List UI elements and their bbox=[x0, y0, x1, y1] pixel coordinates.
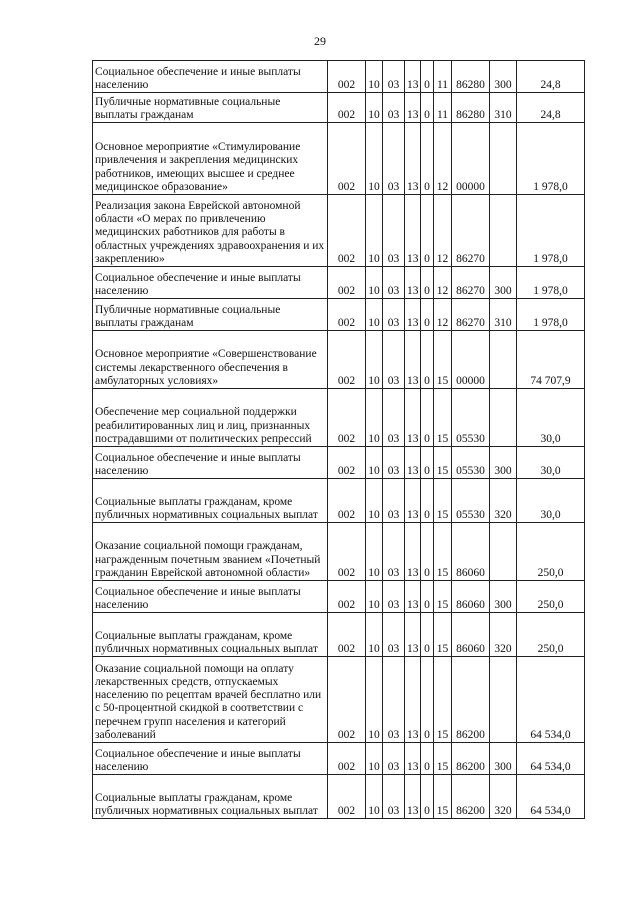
subprogram-code-cell: 0 bbox=[421, 331, 434, 389]
subprogram-code-cell: 0 bbox=[421, 523, 434, 581]
program-code-cell: 13 bbox=[405, 581, 421, 613]
subsection-code-cell: 03 bbox=[383, 775, 405, 819]
direction-code-cell: 86280 bbox=[452, 61, 490, 93]
direction-code-cell: 86200 bbox=[452, 775, 490, 819]
event-code-cell: 12 bbox=[434, 195, 452, 267]
table-row bbox=[93, 743, 585, 775]
subsection-code-cell: 03 bbox=[383, 123, 405, 195]
section-code-cell: 10 bbox=[366, 479, 383, 523]
amount-cell: 1 978,0 bbox=[517, 195, 585, 267]
subsection-code-cell: 03 bbox=[383, 195, 405, 267]
direction-code-cell: 86270 bbox=[452, 299, 490, 331]
ministry-code-cell: 002 bbox=[328, 657, 366, 743]
program-code-cell: 13 bbox=[405, 447, 421, 479]
event-code-cell: 15 bbox=[434, 331, 452, 389]
table-row bbox=[93, 581, 585, 613]
subprogram-code-cell: 0 bbox=[421, 61, 434, 93]
description-cell: Социальное обеспечение и иные выплаты населению bbox=[93, 61, 328, 93]
amount-cell: 250,0 bbox=[517, 523, 585, 581]
subprogram-code-cell: 0 bbox=[421, 389, 434, 447]
direction-code-cell: 00000 bbox=[452, 331, 490, 389]
expense-type-cell: 300 bbox=[490, 61, 517, 93]
table-row bbox=[93, 479, 585, 523]
direction-code-cell: 86200 bbox=[452, 657, 490, 743]
ministry-code-cell: 002 bbox=[328, 123, 366, 195]
subprogram-code-cell: 0 bbox=[421, 613, 434, 657]
page-number: 29 bbox=[314, 34, 326, 48]
amount-cell: 250,0 bbox=[517, 613, 585, 657]
subsection-code-cell: 03 bbox=[383, 267, 405, 299]
expense-type-cell: 300 bbox=[490, 447, 517, 479]
event-code-cell: 15 bbox=[434, 613, 452, 657]
direction-code-cell: 86270 bbox=[452, 267, 490, 299]
event-code-cell: 15 bbox=[434, 447, 452, 479]
table-row bbox=[93, 299, 585, 331]
direction-code-cell: 86060 bbox=[452, 613, 490, 657]
table-row bbox=[93, 61, 585, 93]
direction-code-cell: 05530 bbox=[452, 389, 490, 447]
program-code-cell: 13 bbox=[405, 299, 421, 331]
direction-code-cell: 86060 bbox=[452, 581, 490, 613]
subprogram-code-cell: 0 bbox=[421, 743, 434, 775]
expense-type-cell bbox=[490, 331, 517, 389]
table-row bbox=[93, 613, 585, 657]
program-code-cell: 13 bbox=[405, 331, 421, 389]
subsection-code-cell: 03 bbox=[383, 299, 405, 331]
table-row bbox=[93, 93, 585, 123]
expense-type-cell: 320 bbox=[490, 479, 517, 523]
subsection-code-cell: 03 bbox=[383, 743, 405, 775]
table-row bbox=[93, 195, 585, 267]
amount-cell: 1 978,0 bbox=[517, 299, 585, 331]
description-cell: Социальные выплаты гражданам, кроме публичных нормативных социальных выплат bbox=[93, 613, 328, 657]
ministry-code-cell: 002 bbox=[328, 447, 366, 479]
expense-type-cell: 300 bbox=[490, 581, 517, 613]
budget-table bbox=[92, 60, 585, 819]
description-cell: Реализация закона Еврейской автономной области «О мерах по привлечению медицинских работников для работы в областных учреждениях здравоохранения и их закреплению» bbox=[93, 195, 328, 267]
ministry-code-cell: 002 bbox=[328, 389, 366, 447]
section-code-cell: 10 bbox=[366, 613, 383, 657]
section-code-cell: 10 bbox=[366, 123, 383, 195]
subprogram-code-cell: 0 bbox=[421, 299, 434, 331]
ministry-code-cell: 002 bbox=[328, 195, 366, 267]
program-code-cell: 13 bbox=[405, 389, 421, 447]
amount-cell: 1 978,0 bbox=[517, 123, 585, 195]
program-code-cell: 13 bbox=[405, 195, 421, 267]
expense-type-cell: 320 bbox=[490, 613, 517, 657]
subprogram-code-cell: 0 bbox=[421, 775, 434, 819]
program-code-cell: 13 bbox=[405, 61, 421, 93]
expense-type-cell: 310 bbox=[490, 93, 517, 123]
expense-type-cell: 320 bbox=[490, 775, 517, 819]
description-cell: Оказание социальной помощи гражданам, награжденным почетным званием «Почетный гражданин Еврейской автономной области» bbox=[93, 523, 328, 581]
program-code-cell: 13 bbox=[405, 657, 421, 743]
program-code-cell: 13 bbox=[405, 775, 421, 819]
expense-type-cell: 300 bbox=[490, 743, 517, 775]
section-code-cell: 10 bbox=[366, 743, 383, 775]
amount-cell: 30,0 bbox=[517, 479, 585, 523]
subsection-code-cell: 03 bbox=[383, 447, 405, 479]
subprogram-code-cell: 0 bbox=[421, 93, 434, 123]
section-code-cell: 10 bbox=[366, 331, 383, 389]
section-code-cell: 10 bbox=[366, 389, 383, 447]
subsection-code-cell: 03 bbox=[383, 657, 405, 743]
amount-cell: 64 534,0 bbox=[517, 657, 585, 743]
ministry-code-cell: 002 bbox=[328, 93, 366, 123]
table-row bbox=[93, 657, 585, 743]
amount-cell: 64 534,0 bbox=[517, 743, 585, 775]
direction-code-cell: 05530 bbox=[452, 479, 490, 523]
table-row bbox=[93, 267, 585, 299]
ministry-code-cell: 002 bbox=[328, 523, 366, 581]
event-code-cell: 15 bbox=[434, 581, 452, 613]
program-code-cell: 13 bbox=[405, 479, 421, 523]
ministry-code-cell: 002 bbox=[328, 331, 366, 389]
ministry-code-cell: 002 bbox=[328, 267, 366, 299]
section-code-cell: 10 bbox=[366, 267, 383, 299]
subsection-code-cell: 03 bbox=[383, 61, 405, 93]
section-code-cell: 10 bbox=[366, 299, 383, 331]
subprogram-code-cell: 0 bbox=[421, 195, 434, 267]
direction-code-cell: 86060 bbox=[452, 523, 490, 581]
table-row bbox=[93, 331, 585, 389]
expense-type-cell bbox=[490, 657, 517, 743]
subsection-code-cell: 03 bbox=[383, 93, 405, 123]
event-code-cell: 12 bbox=[434, 123, 452, 195]
event-code-cell: 15 bbox=[434, 775, 452, 819]
program-code-cell: 13 bbox=[405, 267, 421, 299]
amount-cell: 74 707,9 bbox=[517, 331, 585, 389]
subprogram-code-cell: 0 bbox=[421, 657, 434, 743]
table-body bbox=[93, 61, 585, 819]
amount-cell: 250,0 bbox=[517, 581, 585, 613]
description-cell: Социальное обеспечение и иные выплаты населению bbox=[93, 267, 328, 299]
subprogram-code-cell: 0 bbox=[421, 123, 434, 195]
section-code-cell: 10 bbox=[366, 61, 383, 93]
expense-type-cell bbox=[490, 123, 517, 195]
event-code-cell: 15 bbox=[434, 657, 452, 743]
event-code-cell: 15 bbox=[434, 743, 452, 775]
subprogram-code-cell: 0 bbox=[421, 447, 434, 479]
event-code-cell: 15 bbox=[434, 523, 452, 581]
expense-type-cell bbox=[490, 523, 517, 581]
event-code-cell: 12 bbox=[434, 299, 452, 331]
subprogram-code-cell: 0 bbox=[421, 479, 434, 523]
event-code-cell: 11 bbox=[434, 61, 452, 93]
amount-cell: 24,8 bbox=[517, 61, 585, 93]
description-cell: Социальное обеспечение и иные выплаты населению bbox=[93, 581, 328, 613]
subsection-code-cell: 03 bbox=[383, 523, 405, 581]
description-cell: Социальные выплаты гражданам, кроме публичных нормативных социальных выплат bbox=[93, 479, 328, 523]
table-row bbox=[93, 389, 585, 447]
expense-type-cell: 300 bbox=[490, 267, 517, 299]
subprogram-code-cell: 0 bbox=[421, 581, 434, 613]
subsection-code-cell: 03 bbox=[383, 331, 405, 389]
event-code-cell: 11 bbox=[434, 93, 452, 123]
description-cell: Оказание социальной помощи на оплату лекарственных средств, отпускаемых населению по рецептам врачей бесплатно или с 50-процентной скидкой в соответствии с перечнем групп населения и категорий заболеваний bbox=[93, 657, 328, 743]
description-cell: Социальные выплаты гражданам, кроме публичных нормативных социальных выплат bbox=[93, 775, 328, 819]
ministry-code-cell: 002 bbox=[328, 479, 366, 523]
expense-type-cell: 310 bbox=[490, 299, 517, 331]
direction-code-cell: 86200 bbox=[452, 743, 490, 775]
program-code-cell: 13 bbox=[405, 743, 421, 775]
section-code-cell: 10 bbox=[366, 775, 383, 819]
program-code-cell: 13 bbox=[405, 613, 421, 657]
direction-code-cell: 00000 bbox=[452, 123, 490, 195]
ministry-code-cell: 002 bbox=[328, 775, 366, 819]
description-cell: Обеспечение мер социальной поддержки реабилитированных лиц и лиц, признанных пострадавшими от политических репрессий bbox=[93, 389, 328, 447]
subsection-code-cell: 03 bbox=[383, 479, 405, 523]
subsection-code-cell: 03 bbox=[383, 581, 405, 613]
direction-code-cell: 05530 bbox=[452, 447, 490, 479]
description-cell: Основное мероприятие «Стимулирование привлечения и закрепления медицинских работников, имеющих высшее и среднее медицинское образование» bbox=[93, 123, 328, 195]
amount-cell: 30,0 bbox=[517, 447, 585, 479]
section-code-cell: 10 bbox=[366, 581, 383, 613]
amount-cell: 30,0 bbox=[517, 389, 585, 447]
section-code-cell: 10 bbox=[366, 657, 383, 743]
table-row bbox=[93, 523, 585, 581]
program-code-cell: 13 bbox=[405, 523, 421, 581]
description-cell: Социальное обеспечение и иные выплаты населению bbox=[93, 447, 328, 479]
table-row bbox=[93, 775, 585, 819]
subprogram-code-cell: 0 bbox=[421, 267, 434, 299]
expense-type-cell bbox=[490, 389, 517, 447]
description-cell: Социальное обеспечение и иные выплаты населению bbox=[93, 743, 328, 775]
section-code-cell: 10 bbox=[366, 447, 383, 479]
expense-type-cell bbox=[490, 195, 517, 267]
ministry-code-cell: 002 bbox=[328, 61, 366, 93]
section-code-cell: 10 bbox=[366, 523, 383, 581]
event-code-cell: 12 bbox=[434, 267, 452, 299]
subsection-code-cell: 03 bbox=[383, 389, 405, 447]
event-code-cell: 15 bbox=[434, 389, 452, 447]
table-row bbox=[93, 123, 585, 195]
program-code-cell: 13 bbox=[405, 93, 421, 123]
ministry-code-cell: 002 bbox=[328, 613, 366, 657]
event-code-cell: 15 bbox=[434, 479, 452, 523]
amount-cell: 64 534,0 bbox=[517, 775, 585, 819]
description-cell: Основное мероприятие «Совершенствование системы лекарственного обеспечения в амбулаторных условиях» bbox=[93, 331, 328, 389]
amount-cell: 1 978,0 bbox=[517, 267, 585, 299]
table-row bbox=[93, 447, 585, 479]
subsection-code-cell: 03 bbox=[383, 613, 405, 657]
program-code-cell: 13 bbox=[405, 123, 421, 195]
ministry-code-cell: 002 bbox=[328, 743, 366, 775]
description-cell: Публичные нормативные социальные выплаты гражданам bbox=[93, 299, 328, 331]
section-code-cell: 10 bbox=[366, 195, 383, 267]
direction-code-cell: 86280 bbox=[452, 93, 490, 123]
description-cell: Публичные нормативные социальные выплаты гражданам bbox=[93, 93, 328, 123]
amount-cell: 24,8 bbox=[517, 93, 585, 123]
section-code-cell: 10 bbox=[366, 93, 383, 123]
ministry-code-cell: 002 bbox=[328, 581, 366, 613]
direction-code-cell: 86270 bbox=[452, 195, 490, 267]
ministry-code-cell: 002 bbox=[328, 299, 366, 331]
